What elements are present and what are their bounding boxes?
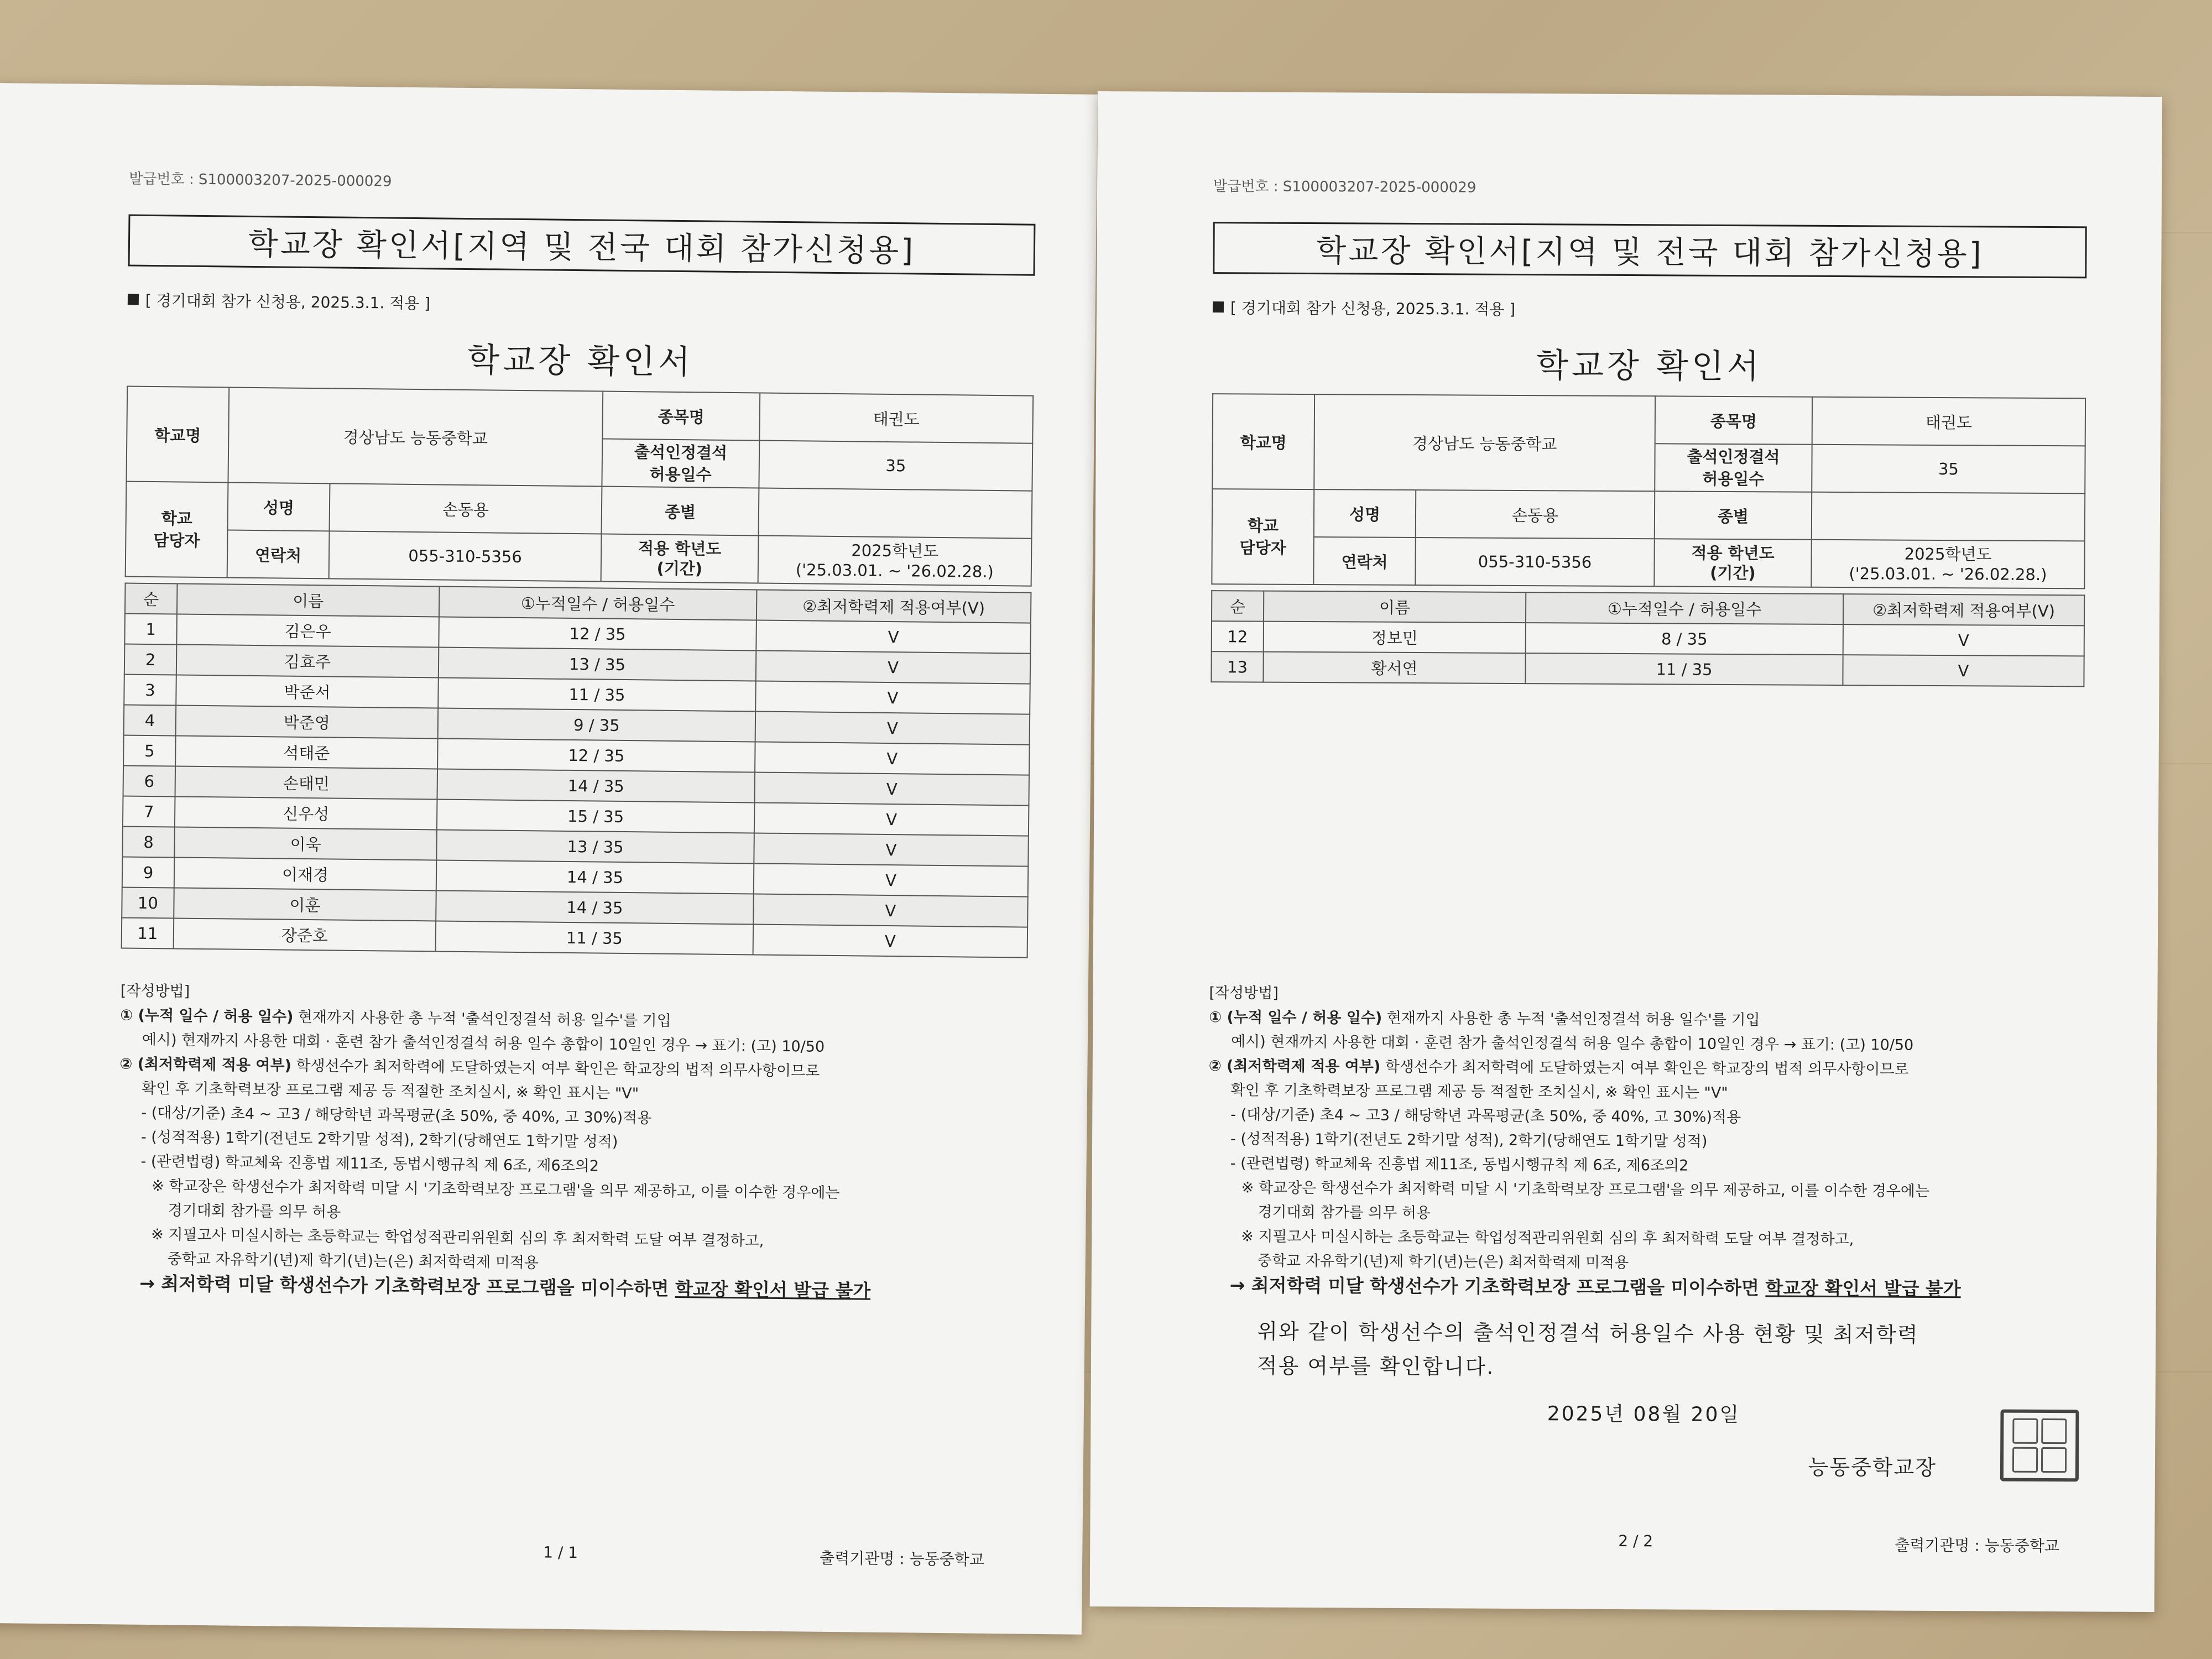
student-name: 정보민 — [1264, 622, 1526, 653]
note8-underlined: 학교장 확인서 발급 불가 — [1765, 1277, 1961, 1300]
info-table — [125, 386, 1034, 587]
type-label: 종별 — [602, 487, 759, 536]
accumulated-days: 14 / 35 — [437, 769, 755, 802]
note1-example: 예시) 현재까지 사용한 대회 · 훈련 참가 출석인정결석 허용 일수 총합이 10일인 경우 → 표기: (고) 10/50 — [142, 1031, 825, 1056]
year-label: 적용 학년도 (기간) — [1654, 539, 1811, 587]
row-number: 6 — [123, 766, 176, 797]
col-min-academic: ②최저학력제 적용여부(V) — [757, 589, 1031, 623]
table-row — [1212, 621, 2084, 656]
issue-date: 2025년 08월 20일 — [1547, 1402, 1741, 1427]
student-name: 이재경 — [174, 857, 437, 890]
manager-label: 학교 담당자 — [126, 482, 228, 578]
min-academic-check: V — [756, 650, 1031, 684]
row-number: 13 — [1211, 651, 1263, 682]
page-number-2: 2 / 2 — [1618, 1531, 1653, 1551]
name-value: 손동용 — [1416, 490, 1655, 539]
note6: ※ 학교장은 학생선수가 최저학력 미달 시 '기초학력보장 프로그램'을 의무 제공하고, 이를 이수한 경우에는 — [1241, 1179, 1930, 1200]
note6: ※ 학교장은 학생선수가 최저학력 미달 시 '기초학력보장 프로그램'을 의무 제공하고, 이를 이수한 경우에는 — [151, 1177, 840, 1202]
min-academic-check: V — [756, 620, 1031, 653]
note3: - (대상/기준) 초4 ~ 고3 / 해당학년 과목평균(초 50%, 중 40%, 고 30%)적용 — [1230, 1106, 1741, 1126]
confirmation-line-1: 위와 같이 학생선수의 출석인정결석 허용일수 사용 현황 및 최저학력 — [1257, 1319, 1919, 1347]
form-note-text: [ 경기대회 참가 신청용, 2025.3.1. 적용 ] — [1230, 299, 1516, 319]
school-label: 학교명 — [126, 387, 229, 483]
student-name: 박준영 — [176, 705, 439, 738]
manager-label: 학교 담당자 — [1212, 489, 1314, 585]
row-number: 12 — [1212, 621, 1264, 651]
official-seal-icon — [2000, 1410, 2079, 1482]
name-label: 성명 — [228, 482, 330, 531]
col-name: 이름 — [177, 584, 440, 617]
note2-title: ② (최저학력제 적용 여부) — [1208, 1057, 1381, 1076]
accumulated-days: 14 / 35 — [436, 860, 754, 894]
confirmation-line-2: 적용 여부를 확인합니다. — [1256, 1353, 1495, 1379]
note8: → 최저학력 미달 학생선수가 기초학력보장 프로그램을 미이수하면 — [1229, 1274, 1766, 1299]
note7b: 중학교 자유학기(년)제 학기(년)는(은) 최저학력제 미적용 — [167, 1250, 539, 1272]
row-number: 11 — [122, 917, 174, 948]
min-academic-check: V — [753, 924, 1028, 957]
note2-title: ② (최저학력제 적용 여부) — [119, 1055, 292, 1074]
school-value: 경상남도 능동중학교 — [1314, 394, 1655, 491]
students-table-page2 — [1211, 590, 2085, 687]
col-no: 순 — [1212, 591, 1264, 621]
year-value: 2025학년도 ('25.03.01. ~ '26.02.28.) — [1811, 540, 2084, 589]
document-page-2 — [1090, 91, 2162, 1612]
allowed-days-value: 35 — [759, 441, 1032, 491]
issuer-1: 출력기관명 : 능동중학교 — [819, 1548, 985, 1569]
type-value — [759, 488, 1032, 539]
note1-example: 예시) 현재까지 사용한 대회 · 훈련 참가 출석인정결석 허용 일수 총합이 10일인 경우 → 표기: (고) 10/50 — [1230, 1033, 1914, 1054]
notes-header: [작성방법] — [120, 982, 190, 1000]
row-number: 7 — [123, 796, 175, 827]
accumulated-days: 9 / 35 — [438, 708, 756, 742]
accumulated-days: 12 / 35 — [439, 617, 757, 650]
principal-name: 능동중학교장 — [1808, 1454, 1937, 1480]
note8-underlined: 학교장 확인서 발급 불가 — [675, 1278, 871, 1302]
row-number: 9 — [122, 857, 175, 888]
min-academic-check: V — [753, 894, 1028, 927]
note7: ※ 지필고사 미실시하는 초등학교는 학업성적관리위원회 심의 후 최저학력 도달 여부 결정하고, — [1241, 1228, 1854, 1249]
document-heading: 학교장 확인서 — [467, 340, 694, 382]
sport-value: 태권도 — [759, 393, 1033, 444]
sport-value: 태권도 — [1812, 397, 2085, 446]
accumulated-days: 11 / 35 — [438, 677, 756, 711]
issue-number: 발급번호 : S100003207-2025-000029 — [129, 170, 392, 190]
note4: - (성적적용) 1학기(전년도 2학기말 성적), 2학기(당해연도 1학기말 성적) — [140, 1128, 618, 1151]
school-value: 경상남도 능동중학교 — [228, 387, 603, 486]
school-label: 학교명 — [1212, 394, 1314, 489]
student-name: 황서연 — [1263, 652, 1525, 684]
col-min-academic: ②최저학력제 적용여부(V) — [1843, 594, 2084, 625]
page-number-1: 1 / 1 — [543, 1543, 578, 1562]
form-note-text: [ 경기대회 참가 신청용, 2025.3.1. 적용 ] — [145, 291, 431, 313]
contact-label: 연락처 — [227, 530, 330, 578]
student-name: 이훈 — [174, 888, 436, 921]
note1-title: ① (누적 일수 / 허용 일수) — [1209, 1009, 1383, 1027]
row-number: 5 — [123, 735, 176, 766]
row-number: 4 — [124, 705, 176, 736]
accumulated-days: 12 / 35 — [437, 738, 755, 772]
student-name: 손태민 — [175, 766, 438, 799]
note7b: 중학교 자유학기(년)제 학기(년)는(은) 최저학력제 미적용 — [1257, 1252, 1629, 1272]
col-name: 이름 — [1264, 591, 1526, 623]
confirmation-text — [1207, 1314, 2081, 1387]
contact-label: 연락처 — [1313, 537, 1415, 585]
name-label: 성명 — [1314, 489, 1416, 538]
min-academic-check: V — [754, 802, 1029, 836]
note2-text2: 확인 후 기초학력보장 프로그램 제공 등 적절한 조치실시, ※ 확인 표시는 "V" — [141, 1079, 639, 1103]
students-table-page1 — [121, 583, 1032, 958]
min-academic-check: V — [754, 772, 1029, 805]
student-name: 신우성 — [175, 796, 437, 830]
type-label: 종별 — [1655, 491, 1812, 539]
note6b: 경기대회 참가를 의무 허용 — [1258, 1203, 1431, 1222]
note5: - (관련법령) 학교체육 진흥법 제11조, 동법시행규칙 제 6조, 제6조의2 — [1230, 1155, 1689, 1175]
min-academic-check: V — [1843, 624, 2084, 656]
square-bullet-icon — [128, 294, 139, 305]
student-name: 장준호 — [174, 918, 436, 951]
student-name: 석태준 — [175, 735, 438, 769]
row-number: 10 — [122, 887, 174, 918]
notes-header: [작성방법] — [1209, 984, 1279, 1002]
col-no: 순 — [125, 583, 178, 614]
document-title: 학교장 확인서[지역 및 전국 대회 참가신청용] — [128, 215, 1036, 276]
accumulated-days: 11 / 35 — [1525, 653, 1843, 685]
allowed-days-label: 출석인정결석 허용일수 — [602, 439, 759, 488]
document-title: 학교장 확인서[지역 및 전국 대회 참가신청용] — [1213, 222, 2086, 278]
min-academic-check: V — [1843, 655, 2084, 686]
contact-value: 055-310-5356 — [329, 531, 602, 581]
accumulated-days: 13 / 35 — [439, 647, 757, 681]
note6b: 경기대회 참가를 의무 허용 — [168, 1202, 341, 1221]
sport-label: 종목명 — [1655, 396, 1812, 444]
note2-text: 학생선수가 최저학력에 도달하였는지 여부 확인은 학교장의 법적 의무사항이므로 — [1380, 1058, 1909, 1078]
document-heading: 학교장 확인서 — [1536, 346, 1763, 387]
row-number: 8 — [122, 827, 175, 858]
note4: - (성적적용) 1학기(전년도 2학기말 성적), 2학기(당해연도 1학기말 성적) — [1230, 1130, 1708, 1150]
form-note — [1213, 296, 2086, 322]
note1-text: 현재까지 사용한 총 누적 '출석인정결석 허용 일수'를 기입 — [293, 1008, 671, 1030]
type-value — [1812, 492, 2085, 541]
allowed-days-label: 출석인정결석 허용일수 — [1655, 444, 1812, 492]
accumulated-days: 13 / 35 — [436, 830, 754, 863]
student-name: 김은우 — [176, 614, 439, 648]
form-note — [128, 289, 1035, 320]
note5: - (관련법령) 학교체육 진흥법 제11조, 동법시행규칙 제 6조, 제6조의2 — [140, 1152, 599, 1175]
accumulated-days: 11 / 35 — [436, 921, 754, 954]
year-label: 적용 학년도 (기간) — [601, 534, 759, 583]
writing-notes — [1208, 981, 2083, 1302]
note1-title: ① (누적 일수 / 허용 일수) — [120, 1006, 294, 1026]
square-bullet-icon — [1213, 301, 1224, 312]
min-academic-check: V — [755, 681, 1030, 714]
issuer-2: 출력기관명 : 능동중학교 — [1895, 1536, 2060, 1556]
student-name: 김효주 — [176, 645, 439, 678]
info-table — [1211, 393, 2086, 589]
name-value: 손동용 — [330, 483, 602, 534]
accumulated-days: 14 / 35 — [436, 890, 754, 924]
accumulated-days: 8 / 35 — [1526, 623, 1843, 655]
writing-notes — [117, 979, 1027, 1305]
row-number: 2 — [124, 644, 177, 675]
min-academic-check: V — [755, 711, 1030, 744]
contact-value: 055-310-5356 — [1415, 538, 1654, 586]
row-number: 3 — [124, 675, 176, 706]
min-academic-check: V — [754, 863, 1029, 896]
student-name: 이욱 — [174, 827, 437, 860]
min-academic-check: V — [754, 833, 1029, 866]
sport-label: 종목명 — [602, 392, 760, 441]
document-page-1 — [0, 83, 1098, 1635]
row-number: 1 — [124, 614, 177, 645]
year-value: 2025학년도 ('25.03.01. ~ '26.02.28.) — [758, 536, 1032, 586]
note1-text: 현재까지 사용한 총 누적 '출석인정결석 허용 일수'를 기입 — [1382, 1009, 1760, 1029]
accumulated-days: 15 / 35 — [437, 799, 755, 833]
note3: - (대상/기준) 초4 ~ 고3 / 해당학년 과목평균(초 50%, 중 40%, 고 30%)적용 — [141, 1104, 652, 1127]
min-academic-check: V — [755, 742, 1030, 775]
col-days: ①누적일수 / 허용일수 — [1526, 592, 1843, 624]
note2-text: 학생선수가 최저학력에 도달하였는지 여부 확인은 학교장의 법적 의무사항이므로 — [291, 1057, 820, 1080]
note7: ※ 지필고사 미실시하는 초등학교는 학업성적관리위원회 심의 후 최저학력 도달 여부 결정하고, — [151, 1226, 764, 1250]
allowed-days-value: 35 — [1812, 445, 2085, 494]
col-days: ①누적일수 / 허용일수 — [439, 586, 757, 620]
note2-text2: 확인 후 기초학력보장 프로그램 제공 등 적절한 조치실시, ※ 확인 표시는 "V" — [1230, 1082, 1728, 1102]
student-name: 박준서 — [176, 675, 439, 708]
table-row — [1211, 651, 2084, 686]
issue-number: 발급번호 : S100003207-2025-000029 — [1213, 178, 1477, 196]
note8: → 최저학력 미달 학생선수가 기초학력보장 프로그램을 미이수하면 — [139, 1272, 676, 1300]
